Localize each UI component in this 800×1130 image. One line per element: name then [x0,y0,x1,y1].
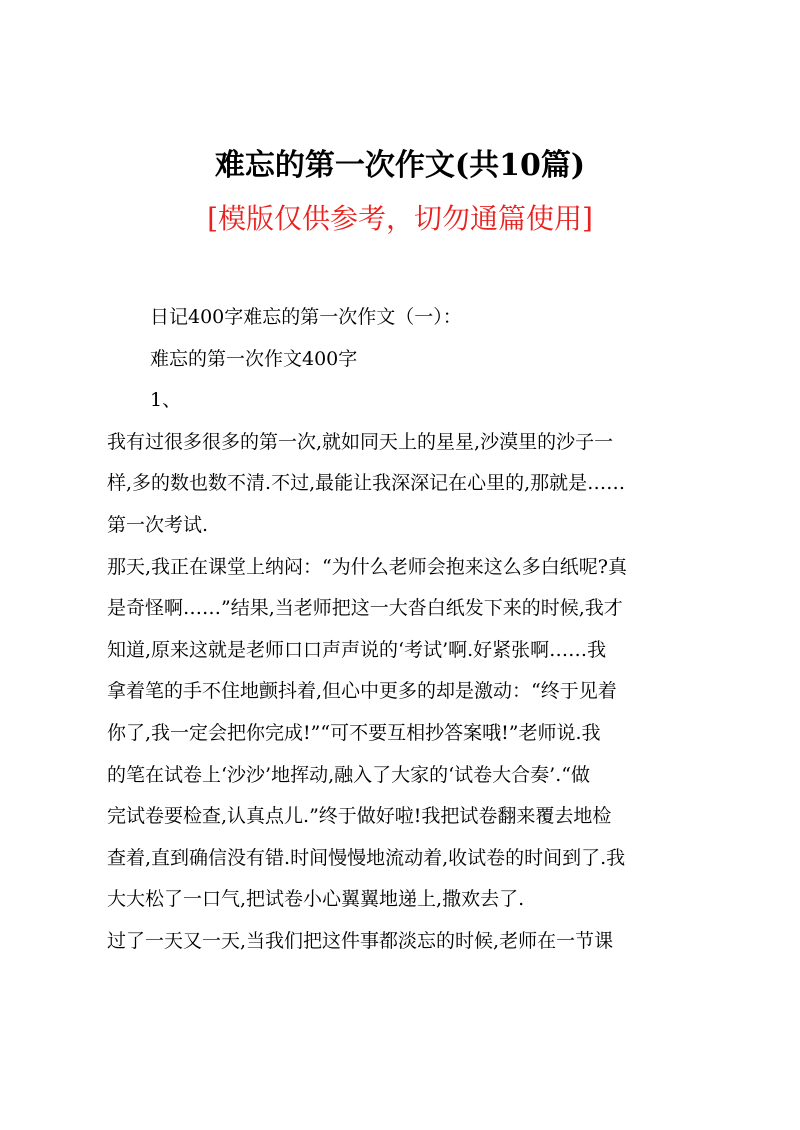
paragraph-line: 查着,直到确信没有错.时间慢慢地流动着,收试卷的时间到了.我 [107,846,626,869]
paragraph-line: 你了,我一定会把你完成!”“可不要互相抄答案哦!”老师说.我 [107,721,601,744]
paragraph-line: 过了一天又一天,当我们把这件事都淡忘的时候,老师在一节课 [107,929,614,952]
paragraph-line: 拿着笔的手不住地颤抖着,但心中更多的却是激动：“终于见着 [107,680,617,703]
paragraph-line: 知道,原来这就是老师口口声声说的‘考试’啊.好紧张啊……我 [107,638,607,661]
paragraph-line: 第一次考试. [107,513,209,536]
item-number: 1、 [150,389,182,412]
section-heading: 日记400字难忘的第一次作文（一）： [150,306,462,328]
paragraph-line: 样,多的数也数不清.不过,最能让我深深记在心里的,那就是…… [107,472,626,495]
paragraph-line: 大大松了一口气,把试卷小心翼翼地递上,撒欢去了. [107,888,525,911]
essay-title: 难忘的第一次作文400字 [150,347,358,370]
paragraph-line: 我有过很多很多的第一次,就如同天上的星星,沙漠里的沙子一 [107,430,614,453]
document-title: 难忘的第一次作文(共10篇) [214,148,586,183]
document-body [107,297,707,963]
document-subtitle: [模版仅供参考，切勿通篇使用] [207,202,593,235]
paragraph-line: 那天,我正在课堂上纳闷：“为什么老师会抱来这么多白纸呢?真 [107,555,627,578]
paragraph-line: 的笔在试卷上‘沙沙’地挥动,融入了大家的‘试卷大合奏’.“做 [107,763,590,786]
paragraph-line: 完试卷要检查,认真点儿.”终于做好啦!我把试卷翻来覆去地检 [107,805,612,828]
paragraph-line: 是奇怪啊……”结果,当老师把这一大沓白纸发下来的时候,我才 [107,597,623,620]
